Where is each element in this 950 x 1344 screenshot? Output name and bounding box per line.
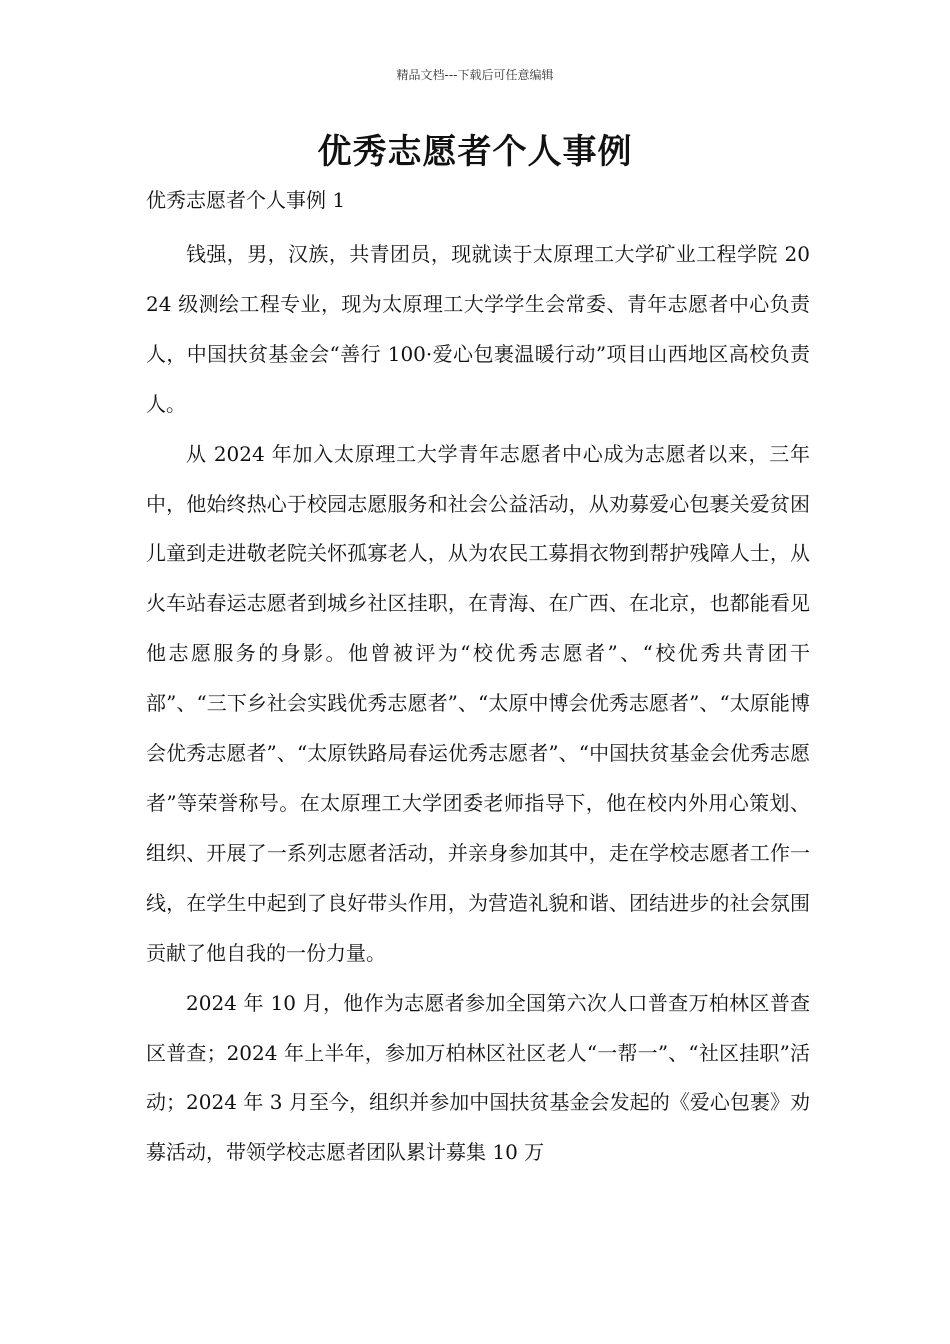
section-subtitle: 优秀志愿者个人事例 1: [146, 188, 346, 212]
document-body: [146, 230, 810, 1178]
paragraph-intro: 钱强，男，汉族，共青团员，现就读于太原理工大学矿业工程学院 2024 级测绘工程专业，现为太原理工大学学生会常委、青年志愿者中心负责人，中国扶贫基金会“善行 100·爱心包裹温暖行动”项目山西地区高校负责人。: [146, 242, 810, 416]
header-note: 精品文档---下载后可任意编辑: [396, 68, 554, 82]
paragraph-activities: 2024 年 10 月，他作为志愿者参加全国第六次人口普查万柏林区普查区普查；2024 年上半年，参加万柏林区社区老人“一帮一”、“社区挂职”活动；2024 年 3 月至今，组织并参加中国扶贫基金会发起的《爱心包裹》劝募活动，带领学校志愿者团队累计募集 10 万: [146, 990, 810, 1165]
document-title: 优秀志愿者个人事例: [317, 132, 633, 172]
paragraph-experience: 从 2024 年加入太原理工大学青年志愿者中心成为志愿者以来，三年中，他始终热心于校园志愿服务和社会公益活动，从劝募爱心包裹关爱贫困儿童到走进敬老院关怀孤寡老人，从为农民工募捐衣物到帮护残障人士，从火车站春运志愿者到城乡社区挂职，在青海、在广西、在北京，也都能看见他志愿服务的身影。他曾被评为“校优秀志愿者”、“校优秀共青团干部”、“三下乡社会实践优秀志愿者”、“太原中博会优秀志愿者”、“太原能博会优秀志愿者”、“太原铁路局春运优秀志愿者”、“中国扶贫基金会优秀志愿者”等荣誉称号。在太原理工大学团委老师指导下，他在校内外用心策划、组织、开展了一系列志愿者活动，并亲身参加其中，走在学校志愿者工作一线，在学生中起到了良好带头作用，为营造礼貌和谐、团结进步的社会氛围贡献了他自我的一份力量。: [146, 441, 810, 965]
